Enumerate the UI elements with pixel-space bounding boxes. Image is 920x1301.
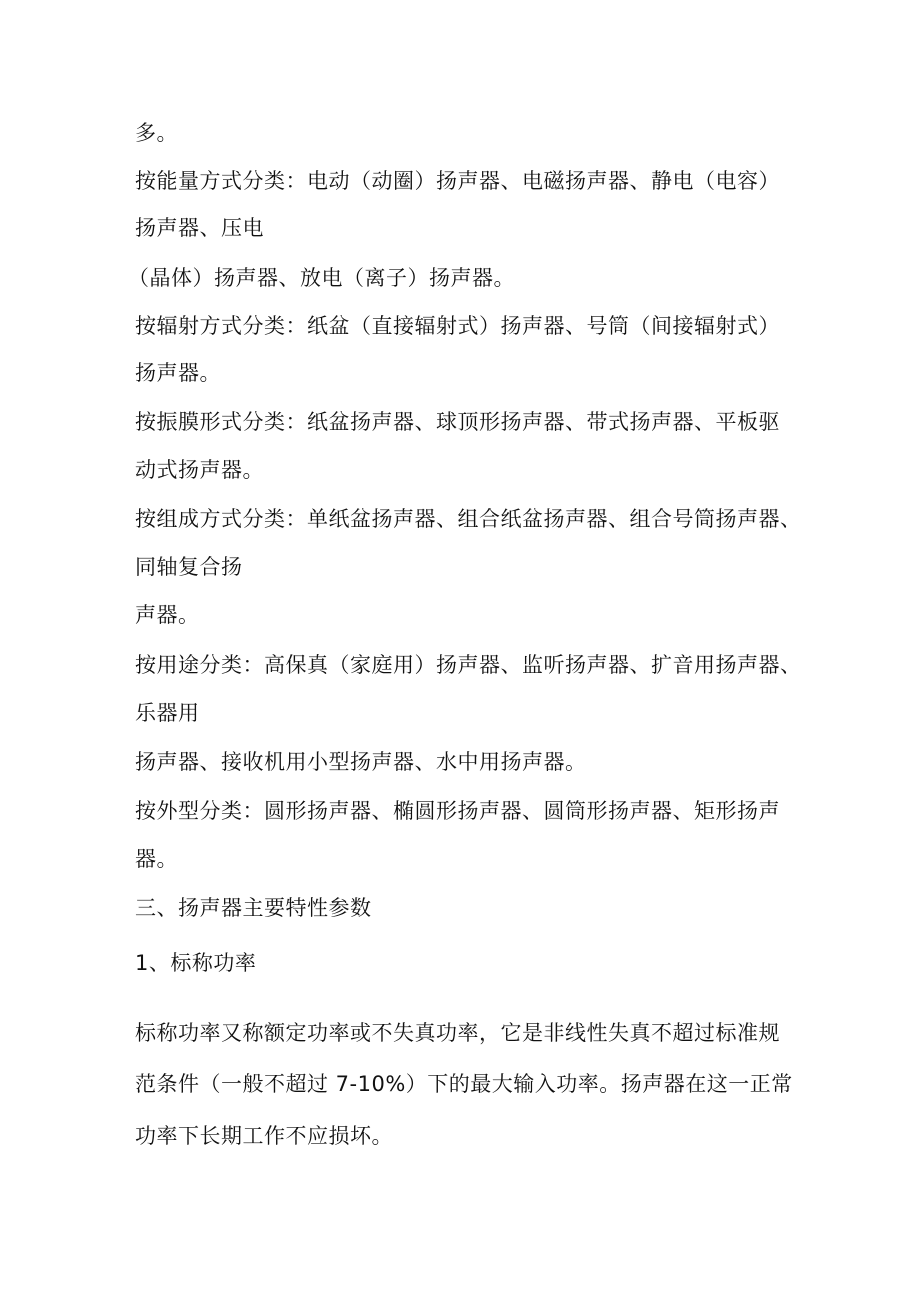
text-line-composition-classification-cont2: 声器。 <box>135 603 200 627</box>
text-line-composition-classification-cont: 同轴复合扬 <box>135 555 243 579</box>
text-line-shape-classification: 按外型分类：圆形扬声器、椭圆形扬声器、圆筒形扬声器、矩形扬声 <box>135 799 780 823</box>
text-line-usage-classification: 按用途分类：高保真（家庭用）扬声器、监听扬声器、扩音用扬声器、 <box>135 653 802 677</box>
text-line-energy-classification: 按能量方式分类：电动（动圈）扬声器、电磁扬声器、静电（电容） <box>135 169 780 193</box>
paragraph-line-3: 功率下长期工作不应损坏。 <box>135 1124 393 1148</box>
text-line-diaphragm-classification: 按振膜形式分类：纸盆扬声器、球顶形扬声器、带式扬声器、平板驱 <box>135 410 780 434</box>
text-line-energy-classification-cont: 扬声器、压电 <box>135 216 264 240</box>
text-line-radiation-classification-cont: 扬声器。 <box>135 361 221 385</box>
text-line-diaphragm-classification-cont: 动式扬声器。 <box>135 458 264 482</box>
section-heading: 三、扬声器主要特性参数 <box>135 896 372 920</box>
text-line-composition-classification: 按组成方式分类：单纸盆扬声器、组合纸盆扬声器、组合号筒扬声器、 <box>135 507 802 531</box>
text-line-energy-classification-cont2: （晶体）扬声器、放电（离子）扬声器。 <box>128 266 515 290</box>
paragraph-line-1: 标称功率又称额定功率或不失真功率，它是非线性失真不超过标准规 <box>135 1021 780 1045</box>
paragraph-line-2: 范条件（一般不超过 7-10%）下的最大输入功率。扬声器在这一正常 <box>135 1072 793 1096</box>
text-line-shape-classification-cont: 器。 <box>135 847 178 871</box>
text-line-usage-classification-cont: 乐器用 <box>135 701 200 725</box>
subsection-heading: 1、标称功率 <box>135 951 257 975</box>
text-line-usage-classification-cont2: 扬声器、接收机用小型扬声器、水中用扬声器。 <box>135 750 587 774</box>
text-line-continuation: 多。 <box>135 121 178 145</box>
text-line-radiation-classification: 按辐射方式分类：纸盆（直接辐射式）扬声器、号筒（间接辐射式） <box>135 314 780 338</box>
